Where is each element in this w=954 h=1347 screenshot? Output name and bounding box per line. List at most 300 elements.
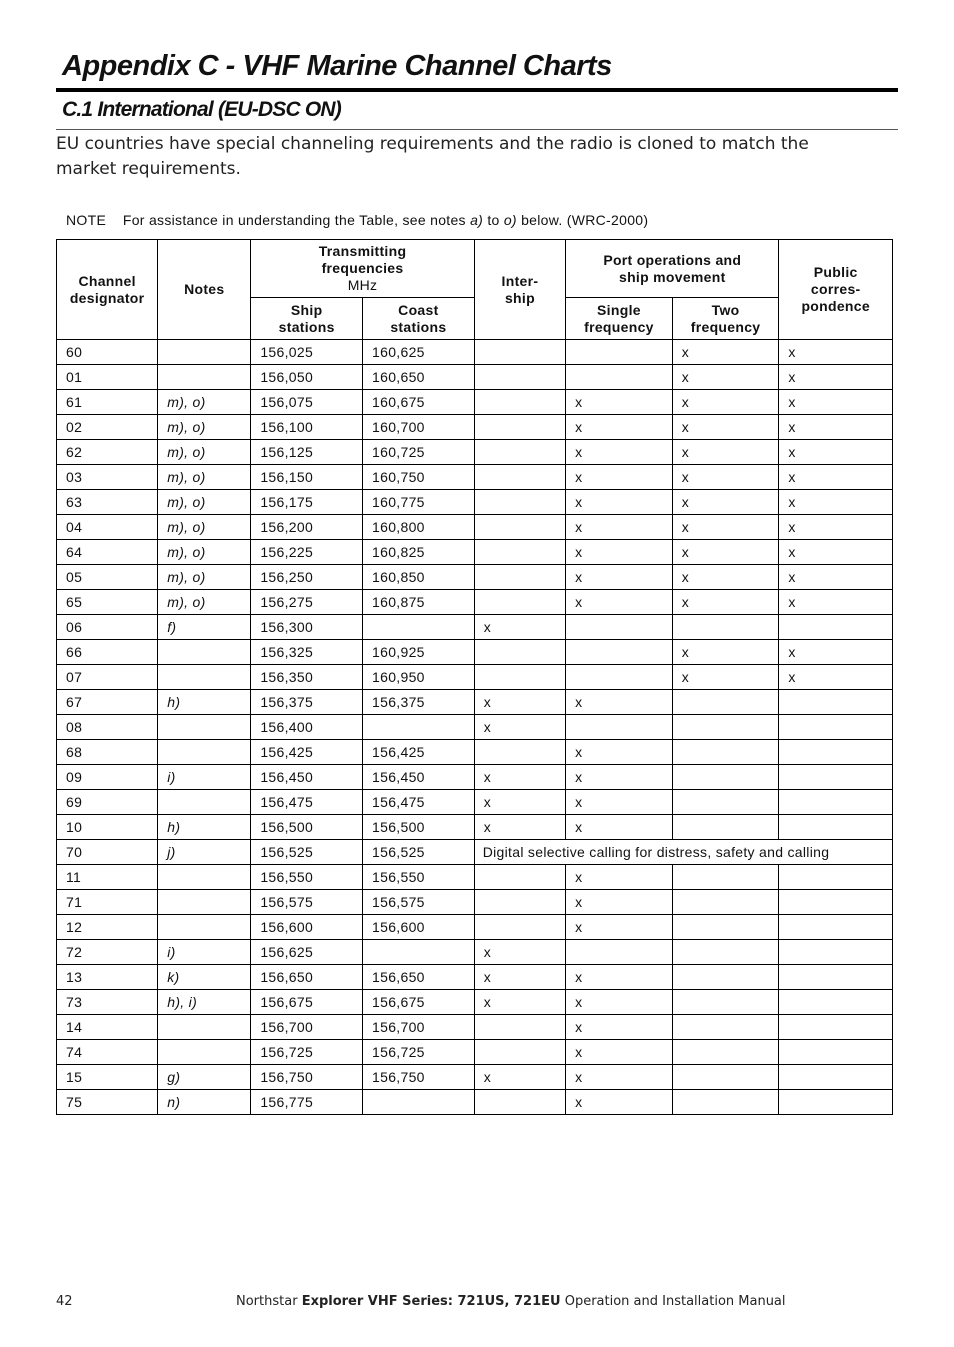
cell-notes — [158, 915, 251, 940]
header-single-freq: Single frequency — [566, 298, 673, 340]
cell-ship-freq: 156,450 — [251, 765, 363, 790]
cell-notes: m), o) — [158, 390, 251, 415]
cell-ship-freq: 156,175 — [251, 490, 363, 515]
cell-public — [779, 865, 893, 890]
cell-ship-freq: 156,375 — [251, 690, 363, 715]
cell-single-freq: x — [566, 565, 673, 590]
cell-inter-ship: x — [474, 690, 565, 715]
cell-two-freq: x — [672, 440, 779, 465]
table-row — [57, 1090, 893, 1115]
cell-public — [779, 890, 893, 915]
cell-coast-freq: 156,525 — [363, 840, 475, 865]
cell-public: x — [779, 540, 893, 565]
cell-channel: 13 — [57, 965, 158, 990]
cell-single-freq: x — [566, 890, 673, 915]
cell-ship-freq: 156,675 — [251, 990, 363, 1015]
cell-notes — [158, 365, 251, 390]
table-row — [57, 615, 893, 640]
cell-single-freq: x — [566, 765, 673, 790]
cell-inter-ship — [474, 890, 565, 915]
cell-channel: 69 — [57, 790, 158, 815]
cell-inter-ship: x — [474, 1065, 565, 1090]
cell-inter-ship — [474, 565, 565, 590]
cell-two-freq — [672, 790, 779, 815]
cell-channel: 15 — [57, 1065, 158, 1090]
cell-two-freq — [672, 690, 779, 715]
cell-coast-freq: 156,550 — [363, 865, 475, 890]
header-two-freq: Two frequency — [672, 298, 779, 340]
cell-public: x — [779, 390, 893, 415]
table-row — [57, 515, 893, 540]
cell-channel: 03 — [57, 465, 158, 490]
table-row — [57, 915, 893, 940]
cell-channel: 12 — [57, 915, 158, 940]
cell-public: x — [779, 340, 893, 365]
cell-ship-freq: 156,325 — [251, 640, 363, 665]
cell-two-freq: x — [672, 640, 779, 665]
footer-brand: Northstar — [236, 1294, 298, 1309]
cell-coast-freq: 160,825 — [363, 540, 475, 565]
cell-single-freq — [566, 640, 673, 665]
cell-notes — [158, 715, 251, 740]
table-note — [66, 212, 648, 228]
cell-public: x — [779, 415, 893, 440]
table-row — [57, 540, 893, 565]
cell-channel: 68 — [57, 740, 158, 765]
cell-public — [779, 1040, 893, 1065]
cell-notes — [158, 340, 251, 365]
cell-two-freq — [672, 890, 779, 915]
cell-notes: h), i) — [158, 990, 251, 1015]
cell-single-freq: x — [566, 690, 673, 715]
table-row — [57, 790, 893, 815]
table-row — [57, 940, 893, 965]
cell-two-freq — [672, 615, 779, 640]
cell-two-freq — [672, 940, 779, 965]
cell-two-freq — [672, 1090, 779, 1115]
table-row — [57, 565, 893, 590]
cell-public — [779, 790, 893, 815]
cell-two-freq: x — [672, 465, 779, 490]
cell-coast-freq: 156,500 — [363, 815, 475, 840]
cell-coast-freq: 160,675 — [363, 390, 475, 415]
cell-channel: 72 — [57, 940, 158, 965]
cell-notes: i) — [158, 940, 251, 965]
table-row — [57, 590, 893, 615]
cell-two-freq: x — [672, 590, 779, 615]
cell-public — [779, 990, 893, 1015]
cell-channel: 11 — [57, 865, 158, 890]
cell-notes — [158, 865, 251, 890]
cell-channel: 64 — [57, 540, 158, 565]
cell-ship-freq: 156,300 — [251, 615, 363, 640]
header-transmitting — [251, 240, 474, 298]
cell-coast-freq: 160,700 — [363, 415, 475, 440]
note-to: to — [487, 212, 500, 228]
cell-single-freq: x — [566, 1090, 673, 1115]
cell-notes: h) — [158, 815, 251, 840]
cell-inter-ship — [474, 1015, 565, 1040]
cell-two-freq — [672, 765, 779, 790]
cell-channel: 06 — [57, 615, 158, 640]
header-inter-ship: Inter-ship — [474, 240, 565, 340]
page-number: 42 — [56, 1294, 73, 1309]
cell-inter-ship — [474, 515, 565, 540]
cell-coast-freq: 156,425 — [363, 740, 475, 765]
page-title: Appendix C - VHF Marine Channel Charts — [62, 50, 612, 82]
cell-single-freq: x — [566, 915, 673, 940]
cell-channel: 05 — [57, 565, 158, 590]
cell-coast-freq — [363, 1090, 475, 1115]
cell-channel: 60 — [57, 340, 158, 365]
cell-public — [779, 1065, 893, 1090]
cell-ship-freq: 156,650 — [251, 965, 363, 990]
cell-single-freq: x — [566, 540, 673, 565]
cell-two-freq: x — [672, 365, 779, 390]
cell-public: x — [779, 490, 893, 515]
cell-ship-freq: 156,100 — [251, 415, 363, 440]
cell-channel: 65 — [57, 590, 158, 615]
title-rule — [56, 88, 898, 92]
cell-single-freq — [566, 340, 673, 365]
cell-channel: 63 — [57, 490, 158, 515]
cell-coast-freq: 156,575 — [363, 890, 475, 915]
cell-channel: 67 — [57, 690, 158, 715]
cell-single-freq: x — [566, 965, 673, 990]
cell-channel: 75 — [57, 1090, 158, 1115]
table-body — [57, 340, 893, 1115]
cell-coast-freq: 156,650 — [363, 965, 475, 990]
cell-notes: m), o) — [158, 565, 251, 590]
cell-notes — [158, 1040, 251, 1065]
cell-coast-freq: 156,700 — [363, 1015, 475, 1040]
cell-notes — [158, 890, 251, 915]
cell-channel: 08 — [57, 715, 158, 740]
cell-channel: 14 — [57, 1015, 158, 1040]
cell-coast-freq: 156,725 — [363, 1040, 475, 1065]
cell-ship-freq: 156,400 — [251, 715, 363, 740]
note-text-after: below. (WRC-2000) — [521, 212, 649, 228]
cell-public — [779, 715, 893, 740]
cell-public: x — [779, 515, 893, 540]
footer-text — [236, 1294, 786, 1309]
cell-two-freq: x — [672, 340, 779, 365]
cell-ship-freq: 156,500 — [251, 815, 363, 840]
table-row — [57, 1015, 893, 1040]
cell-channel: 62 — [57, 440, 158, 465]
note-text-before: For assistance in understanding the Table, see notes — [122, 212, 466, 228]
cell-inter-ship: x — [474, 965, 565, 990]
note-label: NOTE — [66, 212, 107, 228]
cell-two-freq — [672, 865, 779, 890]
cell-single-freq: x — [566, 390, 673, 415]
cell-coast-freq: 156,675 — [363, 990, 475, 1015]
cell-coast-freq: 160,725 — [363, 440, 475, 465]
cell-channel: 02 — [57, 415, 158, 440]
header-mhz: MHz — [347, 277, 378, 293]
table-row — [57, 340, 893, 365]
cell-ship-freq: 156,200 — [251, 515, 363, 540]
cell-two-freq — [672, 815, 779, 840]
table-row — [57, 1040, 893, 1065]
cell-two-freq: x — [672, 415, 779, 440]
table-row — [57, 815, 893, 840]
cell-coast-freq: 160,625 — [363, 340, 475, 365]
cell-ship-freq: 156,575 — [251, 890, 363, 915]
cell-public — [779, 965, 893, 990]
channel-table — [56, 239, 893, 1115]
cell-two-freq — [672, 990, 779, 1015]
cell-single-freq: x — [566, 1040, 673, 1065]
cell-inter-ship — [474, 490, 565, 515]
cell-single-freq: x — [566, 1065, 673, 1090]
cell-inter-ship: x — [474, 940, 565, 965]
cell-two-freq: x — [672, 515, 779, 540]
cell-notes: m), o) — [158, 465, 251, 490]
cell-coast-freq: 156,450 — [363, 765, 475, 790]
cell-inter-ship — [474, 340, 565, 365]
cell-two-freq — [672, 1065, 779, 1090]
cell-notes — [158, 1015, 251, 1040]
header-ship-stations: Ship stations — [251, 298, 363, 340]
cell-ship-freq: 156,075 — [251, 390, 363, 415]
cell-dsc-description: Digital selective calling for distress, safety and calling — [474, 840, 892, 865]
cell-notes — [158, 640, 251, 665]
header-public: Public corres-pondence — [779, 240, 893, 340]
cell-coast-freq: 156,600 — [363, 915, 475, 940]
cell-ship-freq: 156,700 — [251, 1015, 363, 1040]
cell-public — [779, 740, 893, 765]
cell-two-freq: x — [672, 490, 779, 515]
header-transmitting-label: Transmitting frequencies — [318, 243, 407, 276]
cell-single-freq: x — [566, 815, 673, 840]
cell-channel: 10 — [57, 815, 158, 840]
cell-public: x — [779, 365, 893, 390]
cell-two-freq — [672, 965, 779, 990]
cell-ship-freq: 156,125 — [251, 440, 363, 465]
cell-public — [779, 815, 893, 840]
cell-inter-ship — [474, 440, 565, 465]
cell-inter-ship — [474, 740, 565, 765]
cell-channel: 66 — [57, 640, 158, 665]
cell-two-freq: x — [672, 565, 779, 590]
cell-coast-freq: 160,800 — [363, 515, 475, 540]
cell-public: x — [779, 565, 893, 590]
cell-channel: 07 — [57, 665, 158, 690]
cell-notes: m), o) — [158, 540, 251, 565]
cell-single-freq: x — [566, 990, 673, 1015]
cell-two-freq: x — [672, 665, 779, 690]
cell-single-freq: x — [566, 415, 673, 440]
cell-single-freq: x — [566, 465, 673, 490]
table-row — [57, 465, 893, 490]
cell-public — [779, 915, 893, 940]
header-coast-stations: Coast stations — [363, 298, 475, 340]
cell-notes: g) — [158, 1065, 251, 1090]
cell-ship-freq: 156,775 — [251, 1090, 363, 1115]
cell-two-freq — [672, 1015, 779, 1040]
cell-notes: m), o) — [158, 490, 251, 515]
cell-public — [779, 1090, 893, 1115]
cell-inter-ship: x — [474, 765, 565, 790]
cell-single-freq: x — [566, 515, 673, 540]
table-row — [57, 640, 893, 665]
table-row — [57, 965, 893, 990]
table-row — [57, 865, 893, 890]
cell-inter-ship — [474, 365, 565, 390]
cell-inter-ship — [474, 915, 565, 940]
cell-notes: n) — [158, 1090, 251, 1115]
table-row — [57, 665, 893, 690]
cell-single-freq — [566, 365, 673, 390]
cell-inter-ship: x — [474, 615, 565, 640]
header-channel: Channel designator — [57, 240, 158, 340]
table-row — [57, 765, 893, 790]
cell-notes — [158, 790, 251, 815]
cell-coast-freq: 156,375 — [363, 690, 475, 715]
cell-channel: 09 — [57, 765, 158, 790]
cell-ship-freq: 156,250 — [251, 565, 363, 590]
cell-coast-freq: 160,750 — [363, 465, 475, 490]
cell-ship-freq: 156,425 — [251, 740, 363, 765]
cell-ship-freq: 156,550 — [251, 865, 363, 890]
cell-two-freq: x — [672, 540, 779, 565]
cell-public: x — [779, 640, 893, 665]
cell-notes: m), o) — [158, 515, 251, 540]
cell-coast-freq: 160,650 — [363, 365, 475, 390]
cell-ship-freq: 156,275 — [251, 590, 363, 615]
cell-ship-freq: 156,625 — [251, 940, 363, 965]
cell-inter-ship — [474, 665, 565, 690]
section-title: C.1 International (EU-DSC ON) — [62, 98, 341, 121]
cell-notes: h) — [158, 690, 251, 715]
table-row — [57, 390, 893, 415]
cell-channel: 70 — [57, 840, 158, 865]
cell-notes: j) — [158, 840, 251, 865]
cell-coast-freq: 160,950 — [363, 665, 475, 690]
cell-channel: 71 — [57, 890, 158, 915]
cell-single-freq: x — [566, 790, 673, 815]
cell-inter-ship — [474, 1090, 565, 1115]
header-notes: Notes — [158, 240, 251, 340]
intro-paragraph: EU countries have special channeling requirements and the radio is cloned to match the market requirements. — [56, 134, 809, 179]
cell-inter-ship: x — [474, 790, 565, 815]
table-row — [57, 740, 893, 765]
cell-notes: k) — [158, 965, 251, 990]
cell-inter-ship — [474, 640, 565, 665]
cell-coast-freq: 156,750 — [363, 1065, 475, 1090]
cell-notes: i) — [158, 765, 251, 790]
cell-two-freq — [672, 715, 779, 740]
cell-notes: f) — [158, 615, 251, 640]
table-row — [57, 365, 893, 390]
cell-channel: 01 — [57, 365, 158, 390]
cell-two-freq — [672, 740, 779, 765]
cell-notes — [158, 740, 251, 765]
cell-public — [779, 690, 893, 715]
table-row — [57, 490, 893, 515]
cell-single-freq — [566, 715, 673, 740]
cell-ship-freq: 156,750 — [251, 1065, 363, 1090]
table-row — [57, 840, 893, 865]
cell-ship-freq: 156,050 — [251, 365, 363, 390]
cell-coast-freq: 156,475 — [363, 790, 475, 815]
cell-ship-freq: 156,150 — [251, 465, 363, 490]
table-row — [57, 415, 893, 440]
cell-channel: 61 — [57, 390, 158, 415]
cell-public — [779, 940, 893, 965]
cell-single-freq: x — [566, 740, 673, 765]
cell-inter-ship — [474, 865, 565, 890]
cell-coast-freq: 160,875 — [363, 590, 475, 615]
cell-notes: m), o) — [158, 590, 251, 615]
cell-coast-freq: 160,775 — [363, 490, 475, 515]
cell-channel: 74 — [57, 1040, 158, 1065]
cell-ship-freq: 156,525 — [251, 840, 363, 865]
footer-product: Explorer VHF Series: 721US, 721EU — [301, 1294, 561, 1309]
cell-ship-freq: 156,475 — [251, 790, 363, 815]
table-row — [57, 1065, 893, 1090]
header-port-ops: Port operations and ship movement — [566, 240, 779, 298]
cell-public — [779, 1015, 893, 1040]
cell-notes: m), o) — [158, 440, 251, 465]
cell-public: x — [779, 465, 893, 490]
cell-ship-freq: 156,600 — [251, 915, 363, 940]
cell-inter-ship — [474, 540, 565, 565]
cell-single-freq — [566, 615, 673, 640]
cell-inter-ship: x — [474, 990, 565, 1015]
cell-single-freq: x — [566, 590, 673, 615]
cell-single-freq — [566, 665, 673, 690]
cell-single-freq: x — [566, 865, 673, 890]
cell-single-freq: x — [566, 490, 673, 515]
cell-inter-ship: x — [474, 815, 565, 840]
cell-inter-ship: x — [474, 715, 565, 740]
cell-notes — [158, 665, 251, 690]
cell-public: x — [779, 665, 893, 690]
cell-coast-freq — [363, 715, 475, 740]
note-ref-o: o) — [503, 212, 517, 228]
cell-public — [779, 615, 893, 640]
cell-public — [779, 765, 893, 790]
footer-doc: Operation and Installation Manual — [564, 1294, 786, 1309]
cell-inter-ship — [474, 390, 565, 415]
cell-single-freq: x — [566, 1015, 673, 1040]
table-row — [57, 440, 893, 465]
cell-ship-freq: 156,025 — [251, 340, 363, 365]
cell-coast-freq — [363, 615, 475, 640]
cell-inter-ship — [474, 1040, 565, 1065]
cell-coast-freq — [363, 940, 475, 965]
cell-two-freq: x — [672, 390, 779, 415]
table-row — [57, 690, 893, 715]
cell-two-freq — [672, 915, 779, 940]
cell-inter-ship — [474, 590, 565, 615]
cell-coast-freq: 160,925 — [363, 640, 475, 665]
cell-notes: m), o) — [158, 415, 251, 440]
cell-public: x — [779, 590, 893, 615]
cell-ship-freq: 156,350 — [251, 665, 363, 690]
cell-single-freq: x — [566, 440, 673, 465]
note-ref-a: a) — [470, 212, 484, 228]
table-row — [57, 990, 893, 1015]
cell-channel: 73 — [57, 990, 158, 1015]
table-row — [57, 890, 893, 915]
cell-inter-ship — [474, 465, 565, 490]
table-row — [57, 715, 893, 740]
cell-ship-freq: 156,225 — [251, 540, 363, 565]
cell-channel: 04 — [57, 515, 158, 540]
